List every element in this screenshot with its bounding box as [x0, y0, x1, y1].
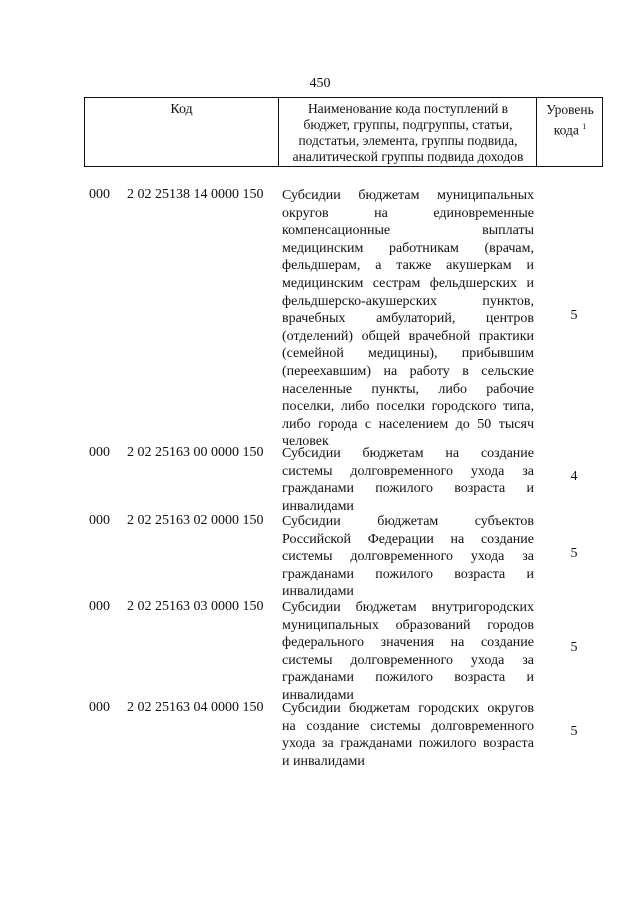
description-line: на создание системы долговременного: [282, 718, 534, 734]
row-level: 5: [570, 546, 578, 561]
table-header: [84, 97, 603, 167]
description-line: медицинским работникам (врачам,: [282, 240, 534, 256]
row-description: [282, 445, 534, 515]
row-level: 4: [570, 469, 578, 484]
description-line: населенные пункты, либо рабочие: [282, 381, 534, 397]
description-line: ухода за гражданами пожилого возраста: [282, 736, 534, 752]
row-level: 5: [570, 308, 578, 323]
description-line: (отделений) общей врачебной практики: [282, 328, 534, 344]
description-line: Субсидии бюджетам субъектов: [282, 514, 534, 529]
description-line: либо города с населением до 50 тысяч: [282, 416, 534, 432]
description-line: инвалидами: [282, 584, 354, 600]
row-code: 2 02 25163 00 0000 150: [127, 445, 264, 460]
description-line: компенсационные выплаты: [282, 223, 534, 239]
footnote-marker: 1: [582, 122, 587, 131]
description-line: фельдшерам, а также акушеркам и: [282, 258, 534, 274]
description-line: округов на единовременные: [282, 205, 534, 221]
header-name-line: бюджет, группы, подгруппы, статьи,: [303, 117, 513, 132]
description-line: гражданами пожилого возраста и: [282, 670, 534, 686]
description-line: (семейной медицины), прибывшим: [282, 346, 534, 362]
description-line: (переехавшим) на работу в сельские: [282, 363, 534, 379]
description-line: Субсидии бюджетам на создание: [282, 446, 534, 461]
row-prefix: 000: [89, 513, 110, 528]
header-name-line: подстатьи, элемента, группы подвида,: [298, 133, 518, 148]
row-code: 2 02 25138 14 0000 150: [127, 187, 264, 202]
description-line: Субсидии бюджетам городских округов: [282, 701, 534, 716]
description-line: инвалидами: [282, 687, 354, 703]
row-level: 5: [570, 724, 578, 739]
description-line: поселки, либо поселки городского типа,: [282, 399, 534, 415]
row-description: [282, 599, 534, 705]
row-description: [282, 700, 534, 770]
row-level: 5: [570, 640, 578, 655]
description-line: и инвалидами: [282, 753, 365, 769]
description-line: гражданами пожилого возраста и: [282, 481, 534, 497]
description-line: гражданами пожилого возраста и: [282, 566, 534, 582]
header-level-word: кода: [553, 122, 579, 138]
row-code: 2 02 25163 03 0000 150: [127, 599, 264, 614]
header-name-line: аналитической группы подвида доходов: [292, 149, 524, 164]
description-line: Субсидии бюджетам внутригородских: [282, 600, 534, 615]
description-line: фельдшерско-акушерских пунктов,: [282, 293, 534, 309]
header-name-line: Наименование кода поступлений в: [307, 101, 509, 116]
description-line: Субсидии бюджетам муниципальных: [282, 188, 534, 203]
description-line: муниципальных образований городов: [282, 617, 534, 633]
description-line: человек: [282, 434, 329, 450]
description-line: системы долговременного ухода за: [282, 463, 534, 479]
row-prefix: 000: [89, 445, 110, 460]
description-line: медицинским сестрам фельдшерских и: [282, 275, 534, 291]
header-level-line2: [537, 118, 603, 139]
header-level-line: Уровень: [546, 102, 594, 117]
row-code: 2 02 25163 02 0000 150: [127, 513, 264, 528]
row-description: [282, 513, 534, 601]
header-code: Код: [85, 98, 279, 166]
row-code: 2 02 25163 04 0000 150: [127, 700, 264, 715]
row-prefix: 000: [89, 599, 110, 614]
description-line: системы долговременного ухода за: [282, 652, 534, 668]
header-level: [537, 98, 603, 166]
page-number: 450: [309, 76, 331, 91]
description-line: Российской Федерации на создание: [282, 531, 534, 547]
row-prefix: 000: [89, 700, 110, 715]
description-line: врачебных амбулаторий, центров: [282, 311, 534, 327]
header-name: [279, 98, 537, 166]
row-prefix: 000: [89, 187, 110, 202]
row-description: [282, 187, 534, 451]
description-line: системы долговременного ухода за: [282, 549, 534, 565]
description-line: инвалидами: [282, 498, 354, 514]
description-line: федерального значения на создание: [282, 635, 534, 651]
